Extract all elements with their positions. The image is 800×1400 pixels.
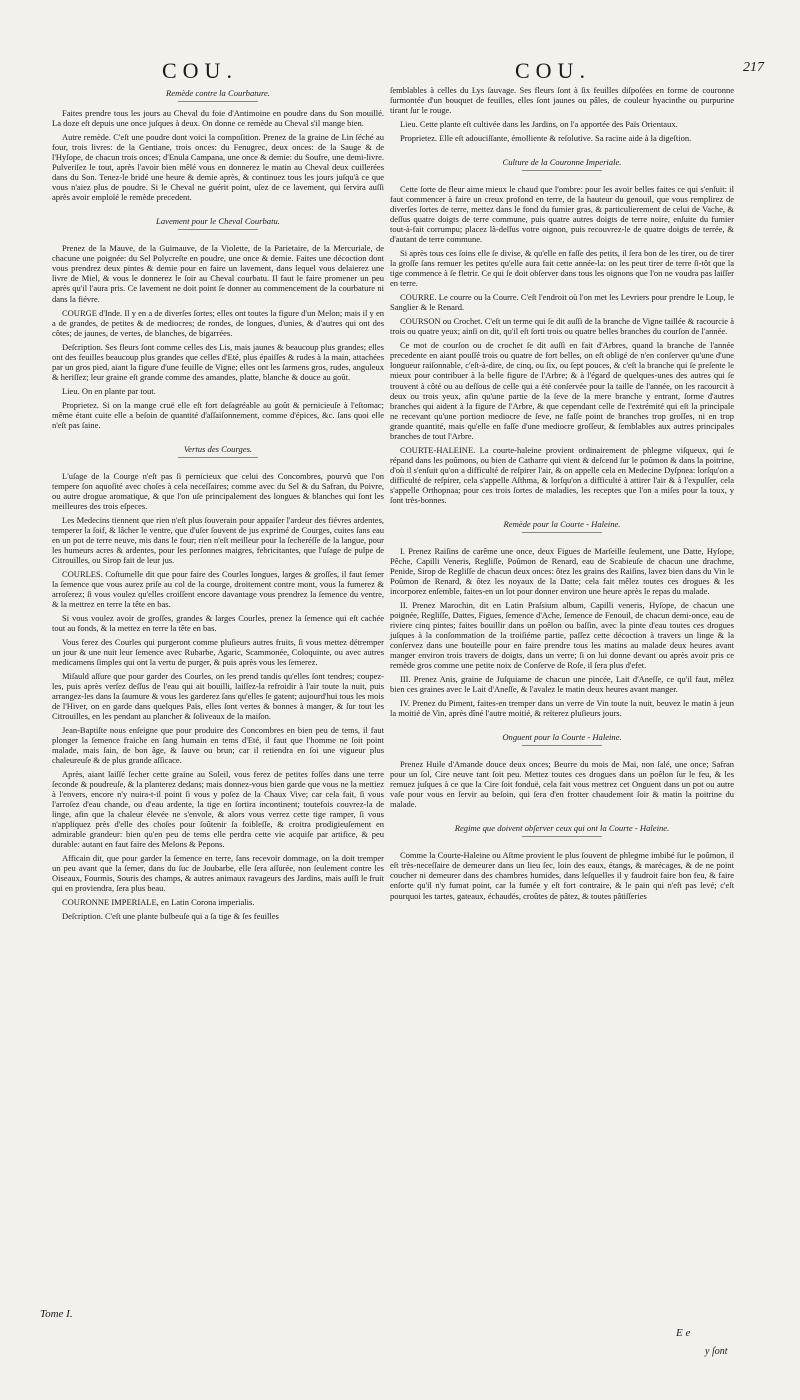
section-heading: Lavement pour le Cheval Courbatu. xyxy=(52,216,384,230)
paragraph: Après, aiant laiſſé ſecher cette graine au Soleil, vous ferez de petites foſſes dans une terre ſeconde & poudreuſe, & la planterez dedans; mais donnez-vous bien garde que vous ne la mettiez à l'envers, encore n'y nuira-t-il point ſi vous y poſez de la Chaux Vive; car cela fait, ſi vous l'arroſez d'eau chande, ou d'eau ardente, la tige en ſortira incontinent; toutefois couvrez-la de linge, afin que la chaleur élevée ne s'envole, & alors vous verrez cette tige ramper, ſi vous n'appliquez près d'elle des choſes pour ſoûtenir ſa foibleſſe, & croitra prodigieuſement en admirable grandeur: bien qu'en peu de tems elle perdra cette vie acquiſe par artifice, & peu durable: autant en faut faire des Melons & Pepons. xyxy=(52,769,384,850)
paragraph: Si après tous ces ſoins elle ſe divise, & qu'elle en faſſe des petits, il ſera bon de les tirer, ou de tirer la groſſe ſans remuer les petites qu'elle aura fait cette année-la: on les peut tirer de terre ſi-tôt que la tige commence à ſe fletrir. Ce qui ſe doit obſerver dans tous les oignons que l'on ne voudra pas laiſſer en terre. xyxy=(390,248,734,289)
right-column xyxy=(390,85,734,905)
paragraph: Proprietez. Elle eſt adouciſſante, émolliente & reſolutive. Sa racine aide à la digeſtion. xyxy=(400,133,692,144)
paragraph: I. Prenez Raiſins de carême une once, deux Figues de Marſeille ſeulement, une Datte, Hyſope, Pêche, Capilli Veneris, Regliſſe, Poûmon de Renard, eau de Scabieuſe de chacun une drachme, Penide, Sirop de Regliſſe de chacun deux onces: ôtez les grains des Raiſins, lavez bien dans du Vin le Poûmon de Renard, & ôtez les noyaux de la Datte; cela fait mêlez toutes ces drogues & les incorporez enſemble, faites-en un lot pour donner environ une heure après le repas du malade. xyxy=(390,545,734,596)
paragraph: Faites prendre tous les jours au Cheval du foie d'Antimoine en poudre dans du Son mouillé. La doze eſt depuis une once juſques à deux. On donne ce remède au Cheval s'il mange bien. xyxy=(52,108,384,129)
paragraph: Lieu. On en plante par tout. xyxy=(62,385,156,396)
running-head-right: COU. xyxy=(515,58,591,83)
paragraph: II. Prenez Marochin, dit en Latin Praſsium album, Capilli veneris, Hyſope, de chacun une poignée, Regliſſe, Dattes, Figues, ſemence d'Ache, ſemence de Fenouil, de chacun demi-once, eau de riviere cinq pintes; faites bouillir dans un poêlon ou baſſin, avec la pinte d'eau toutes ces drogues juſques à la conſommation de la troiſiéme partie, paſſez cette décoction à travers un linge & la conſervez dans une bouteille pour en faire prendre tous les matins au malade deux heures avant manger environ trois travers de doigts, dans un verre; ſi on lui donne devant ou après avoir pris ce remède gros comme une petite noix de Conſerve de Roſe, il ſera plus d'efet. xyxy=(390,599,734,670)
entry-courre: COURRE. Le courre ou la Courre. C'eſt l'endroit où l'on met les Levriers pour prendre le Loup, le Sanglier & le Renard. xyxy=(390,292,734,313)
paragraph: Ce mot de courſon ou de crochet ſe dit auſſi en fait d'Arbres, quand la branche de l'année precedente en aiant pouſſé trois ou quatre de fort belles, on eſt obligé de n'en conſerver qu'une d'une longueur raiſonnable, c'eſt-à-dire, de cinq, ou ſix, ou ſept pouces, & c'eſt la branche qui ſe preſente le mieux pour contribuer à la belle figure de l'Arbre; & à l'égard de quelques-unes des autres qui ſe trouvent à côté ou au deſſous de celle qui a été conſervée pour la taille de l'année, on les racourcit à deux ou trois yeux, afin qu'une partie de la ſeve de la mere branche y entrant, ſorme d'autres branches qui aident à la figure de l'Arbre, & que cependant celle de l'extrémité qui eſt la principale ne recevant qu'une portion mediocre de ſeve, ne faſſe point de branches trop groſſes, ni en trop grande quantité, mais qu'elle en faſſe d'une mediocre groſſeur, & ſemblables aux autres principales branches de tout l'Arbre. xyxy=(390,340,734,441)
section-heading: Vertus des Courges. xyxy=(52,444,384,458)
paragraph: Afficain dit, que pour garder la ſemence en terre, ſans recevoir dommage, on la doit tremper un peu avant que la ſemer, dans du ſuc de Joubarbe, elle ſera aſſurée, non ſeulement contre les Oiseaux, Fourmis, Souris des champs, & autres animaux ravageurs des Jardins, mais auſſi le fruit qui en proviendra, ſera plus beau. xyxy=(52,853,384,894)
entry-courson: COURSON ou Crochet. C'eſt un terme qui ſe dit auſſi de la branche de Vigne taillée & racourcie à trois ou quatre yeux; ainſi on dit, qu'il eſt ſorti trois ou quatre belles branches du courſon de l'année. xyxy=(390,316,734,337)
paragraph: Vous ferez des Courles qui purgeront comme pluſieurs autres fruits, ſi vous mettez détremper un jour & une nuit leur ſemence avec Rubarbe, Agaric, Scammonée, Coloquinte, ou avec autres medicamens ſimples qui ont la vertu de purger, & puis après vous les ſemerez. xyxy=(52,637,384,668)
paragraph: Lieu. Cette plante eſt cultivée dans les Jardins, on l'a apportée des Païs Orientaux. xyxy=(400,119,678,130)
entry-couronne-imperiale: COURONNE IMPERIALE, en Latin Corona imperialis. xyxy=(62,897,255,908)
paragraph: Cette ſorte de fleur aime mieux le chaud que l'ombre: pour les avoir belles faites ce qui s'enſuit: il faut commencer à faire un creux profond en terre, de la hauteur du genouil, que vous remplirez de diverſes ſortes de terre, mettez dans le fond du fumier gras, & particulierement de celui de Vache, & deſſus quatre doigts de terre commune, puis quatre autres doigts de terre noire, enſuite du fumier tout-à-fait corrumpu; placez là-deſſus votre oignon, puis recouvrez-le de quatre doigts de terrée, & d'autant de terre commune. xyxy=(390,184,734,245)
paragraph: Miſauld aſſure que pour garder des Courles, on les prend tandis qu'elles ſont tendres; coupez-les, puis après verſez deſſus de l'eau qui ait bouilli, laiſſez-la refroidir à l'air toute la nuit, puis arrangez-les dans la ſaumure & vous les garderez ſans qu'elles ſe gatent; aujourd'hui tous les mois de l'Hiver, on en garde dans quelques Païs, elles ſont vertes & bonnes à manger, & ſur tout les Citrouilles, en les pendant au plancher & ſoliveaux de la maiſon. xyxy=(52,671,384,722)
section-heading: Remède pour la Courte - Haleine. xyxy=(390,519,734,533)
volume-signature: Tome I. xyxy=(40,1308,73,1320)
entry-courte-haleine: COURTE-HALEINE. La courte-haleine provient ordinairement de phlegme viſqueux, qui ſe répand dans les poûmons, ou bien de Catharre qui vient & deſcend ſur le poûmon & dans la poitrine, d'où il s'enſuit qu'on a difficulté de reſpirer l'air, & on appelle cela en Medecine Dyſpnea: lorſqu'on a difficulté de reſpirer, cela s'appelle Aſthma, & lorſqu'on a difficulté à attirer l'air & à l'expulſer, cela s'appelle Orthopnaa; pour ces trois ſortes de maladies, les receptes que l'on a miſes pour la toux, y ſont très-bonnes. xyxy=(390,444,734,505)
paragraph: Autre remède. C'eſt une poudre dont voici la compoſition. Prenez de la graine de Lin ſéché au four, trois livres: de la Gentiane, trois onces: du Fenugrec, deux onces: de la Sauge & de l'Hyſope, de chacun trois onces; d'Enula Campana, une once & demie: du Soufre, une demi-livre. Pulveriſez le tout, après l'avoir bien mêlé vous en donnerez le matin au Cheval deux cuillerées dans du Son. Tenez-le bridé une heure & demie après, & continuez tous les jours juſqu'à ce que vous n'aiez plus de poudre. Si le Cheval ne guérit point, uſez de ce lavement, qui ſervira auſſi après avoir emploïé le remède precedent. xyxy=(52,132,384,203)
paragraph: Prenez Huile d'Amande douce deux onces; Beurre du mois de Mai, non ſalé, une once; Safran pour un ſol, Cire neuve tant ſoit peu. Mettez toutes ces drogues dans un poêlon ſur le feu, & les remuez juſques à ce que la Cire ſoit fonduë, cela fait vous mettrez cet Onguent dans un pot ou autre vaſe pour vous en ſervir au beſoin, qui ſera d'en frotter chaudement ſoir & matin la poitrine du malade. xyxy=(390,759,734,810)
paragraph: L'uſage de la Courge n'eſt pas ſi pernicieux que celui des Concombres, pourvû que l'on tempere ſon aquoſité avec choſes à cela neceſſaires; comme avec du Sel & du Safran, du Poivre, ou autre drogue aromatique, & que l'on uſe principalement des longues & blanches qui ſont les meilleures des trois eſpeces. xyxy=(52,470,384,511)
signature-mark: E e xyxy=(676,1327,691,1339)
section-heading: Regime que doivent obſerver ceux qui ont la Courte - Haleine. xyxy=(390,823,734,837)
paragraph: ſemblables à celles du Lys ſauvage. Ses fleurs ſont à ſix feuilles diſpoſées en forme de couronne ſurmontée d'un bouquet de feuilles, elles ſont jaunes ou pâles, de couleur hyacinthe ou purpurine tirant ſur le rouge. xyxy=(390,85,734,116)
paragraph: Jean-Baptiſte nous enſeigne que pour produire des Concombres en bien peu de tems, il faut plonger la ſemence fraiche en ſang humain en tems d'Eté, il faut que l'homme ne ſoit point malade, mais ſain, de bon âge, & ſauve ou brun; car il retiendra en ſoi une vigueur plus chaleureuſe & de plus grande aſſicace. xyxy=(52,725,384,766)
entry-courge: COURGE d'Inde. Il y en a de diverſes ſortes; elles ont toutes la figure d'un Melon; mais il y en a de grandes, de petites & de mediocres; de rondes, de longues, d'unies, & d'autres qui ont des côtes; de jaunes, de vertes, de blanches, de bigarrées. xyxy=(52,307,384,338)
paragraph: III. Prenez Anis, graine de Juſquiame de chacun une pincée, Lait d'Aneſſe, ce qu'il faut, mêlez bien ces graines avec le Lait d'Aneſſe, & l'avalez le matin deux heures avant manger. xyxy=(390,674,734,695)
entry-courles: COURLES. Coſtumelle dit que pour faire des Courles longues, larges & groſſes, il faut ſemer la ſemence que vous aurez priſe au col de la courge, droitement contre mont, vous la fumerez & arroſerez; ſi vous voulez qu'elles croiſſent encore davantage vous prendrez la ſemence du ventre, & la mettrez en terre la tête en bas. xyxy=(52,568,384,610)
running-head-left: COU. xyxy=(162,58,238,83)
paragraph: Proprietez. Si on la mange cruë elle eſt fort deſagréable au goût & pernicieuſe à l'eſtomac; même étant cuite elle a beſoin de quantité d'aſſaiſonnement, comme d'épices, &c. ſans quoi elle n'eſt pas ſaine. xyxy=(52,399,384,430)
paragraph: Si vous voulez avoir de groſſes, grandes & larges Courles, prenez la ſemence qui eſt cachée tout au fonds, & la mettez en terre la tête en bas. xyxy=(52,613,384,634)
paragraph: Prenez de la Mauve, de la Guimauve, de la Violette, de la Parietaire, de la Mercuriale, de chacune une poignée: du Sel Polycreſte en poudre, une once & demie. Faites une décoction dont vous prendrez deux pintes & demie pour en faire un lavement, dans lequel vous delaierez une livre de Miel, & vous le donnerez le ſoir au Cheval courbatu. Il faut le faire promener un peu après qu'il l'aura pris. Ce lavement ne doit point ſe donner au commencement de la courbature ni dans la fiévre. xyxy=(52,243,384,304)
section-heading: Culture de la Couronne Imperiale. xyxy=(390,157,734,171)
paragraph: IV. Prenez du Piment, faites-en tremper dans un verre de Vin toute la nuit, beuvez le matin à jeun la moitié de Vin, après dîné l'autre moitié, & reïterez pluſieurs jours. xyxy=(390,698,734,719)
paragraph: Deſcription. C'eſt une plante bulbeuſe qui a ſa tige & ſes feuilles xyxy=(62,911,279,922)
section-heading: Onguent pour la Courte - Haleine. xyxy=(390,732,734,746)
paragraph: Les Medecins tiennent que rien n'eſt plus ſouverain pour appaiſer l'ardeur des fiévres ardentes, temperer la ſoif, & lâcher le ventre, que d'uſer ſouvent de jus exprimé de Courges, cuites ſans eau en un pot de terre neuve, mis dans le four; rien n'eſt meilleur pour la ſecheréſſe de la langue, pour les humeurs acres & ardentes, pour les perſonnes maigres, febricitantes, que l'uſage de pulpe de Citrouilles, ou Sirop fait de leur jus. xyxy=(52,514,384,565)
paragraph: Comme la Courte-Haleine ou Aſtme provient le plus ſouvent de phlegme imbibé ſur le poûmon, il eſt très-neceſſaire de demeurer dans un lieu ſec, loin des eaux, étangs, & marécages, & de ne point coucher ni demeurer dans des chambres humides, dans leſquelles il y faudroit faire bon feu, & faire enſorte qu'il n'y fumat point, car la fumée y eſt fort contraire, & le pain qui n'eſt pas levé; c'eſt pourquoi les tartes, gateaux, échaudés, croûtes de pâtez, & toutes pâtiſſeries xyxy=(390,850,734,901)
page-number: 217 xyxy=(743,60,764,75)
section-heading: Remède contre la Courbature. xyxy=(52,88,384,102)
catchword: y ſont xyxy=(705,1346,728,1357)
left-column xyxy=(52,85,384,925)
paragraph: Deſcription. Ses fleurs ſont comme celles des Lis, mais jaunes & beaucoup plus grandes; elles ont des feuilles beaucoup plus grandes que celles d'Eté, plus épaiſſes & rudes à la main, attachées par un gros pied, aiant la figure d'une feuille de Vigne; elles ont les ſarmens gros, rudes, anguleux & heriſſez; leur graine eſt grande comme des amandes, platte, blanche & douce au goût. xyxy=(52,341,384,382)
